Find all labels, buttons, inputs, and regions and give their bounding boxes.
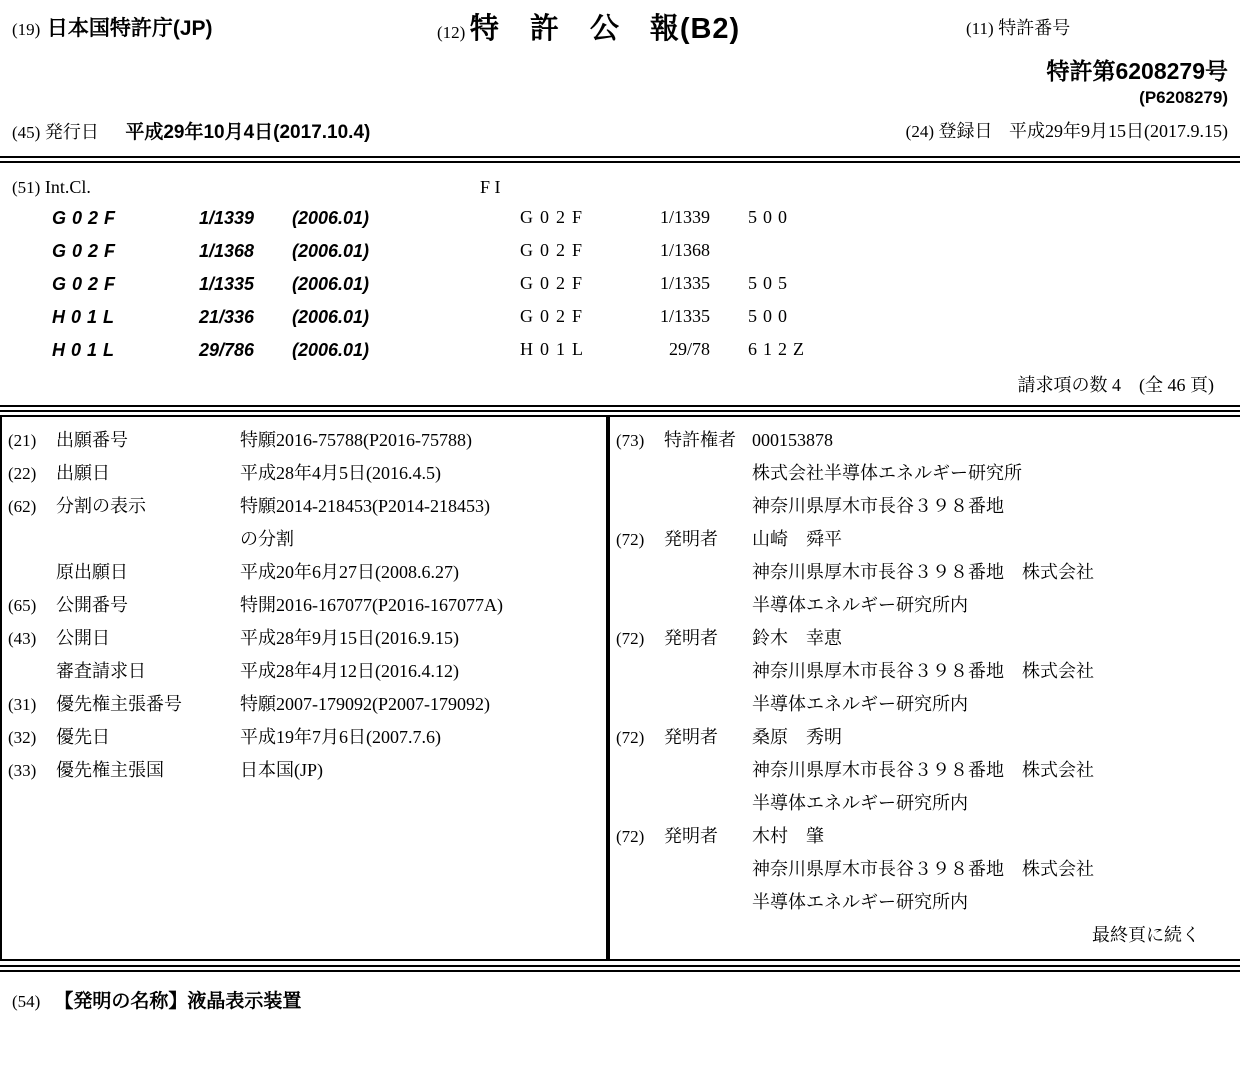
int-cl-version: (2006.01) bbox=[292, 208, 370, 228]
biblio-row-code: (32) bbox=[8, 728, 37, 747]
party-row-code bbox=[616, 688, 664, 721]
party-row bbox=[616, 886, 1234, 919]
header-dates-row bbox=[12, 117, 1228, 156]
fi-row bbox=[520, 333, 1228, 366]
patent-number: 特許第6208279号 bbox=[1046, 58, 1228, 84]
biblio-row-code: (21) bbox=[8, 431, 37, 450]
int-cl-rows bbox=[12, 202, 480, 367]
biblio-row-label bbox=[56, 523, 240, 556]
party-row bbox=[616, 787, 1234, 820]
party-row-code: (73) bbox=[616, 431, 645, 450]
int-cl-subclass: 1/1335 bbox=[198, 274, 254, 294]
biblio-row-label: 原出願日 bbox=[56, 562, 128, 582]
biblio-row bbox=[8, 721, 600, 754]
biblio-row-value: 平成28年4月12日(2016.4.12) bbox=[240, 661, 459, 681]
biblio-row-label: 分割の表示 bbox=[56, 496, 146, 516]
party-row-code bbox=[616, 589, 664, 622]
biblio-row-code bbox=[8, 556, 56, 589]
party-row bbox=[616, 622, 1234, 655]
party-row-code bbox=[616, 886, 664, 919]
party-row-code bbox=[616, 556, 664, 589]
biblio-left-box bbox=[0, 415, 608, 961]
party-row-code bbox=[616, 457, 664, 490]
party-row-code: (72) bbox=[616, 629, 645, 648]
party-row-value: 桑原 秀明 bbox=[752, 727, 842, 747]
party-row-value: 神奈川県厚木市長谷３９８番地 bbox=[752, 496, 1004, 516]
issue-date-block bbox=[12, 117, 370, 144]
int-cl-heading bbox=[12, 173, 480, 202]
issue-date-label: 発行日 bbox=[44, 122, 99, 142]
party-row-value: 半導体エネルギー研究所内 bbox=[752, 694, 968, 714]
biblio-row-code: (31) bbox=[8, 695, 37, 714]
biblio-row-label: 審査請求日 bbox=[56, 661, 146, 681]
int-cl-subclass: 21/336 bbox=[198, 307, 254, 327]
party-row-code: (72) bbox=[616, 827, 645, 846]
publication-kind bbox=[437, 6, 966, 47]
biblio-row-value: 平成19年7月6日(2007.7.6) bbox=[240, 727, 441, 747]
invention-title-code: (54) bbox=[12, 992, 41, 1011]
party-row-label bbox=[664, 457, 752, 490]
biblio-row-value: の分割 bbox=[240, 529, 294, 549]
biblio-row-code bbox=[8, 523, 56, 556]
party-row-code: (72) bbox=[616, 530, 645, 549]
fi-extra-code: 500 bbox=[748, 207, 793, 227]
biblio-row-value: 特願2007-179092(P2007-179092) bbox=[240, 694, 490, 714]
party-row bbox=[616, 853, 1234, 886]
party-row bbox=[616, 820, 1234, 853]
int-cl-class: H01L bbox=[52, 307, 121, 327]
invention-title-row bbox=[0, 972, 1240, 1013]
biblio-row-label: 出願番号 bbox=[56, 430, 128, 450]
claims-count-note: 請求項の数 4 (全 46 頁) bbox=[1017, 375, 1214, 395]
biblio-row bbox=[8, 589, 600, 622]
fi-row bbox=[520, 201, 1228, 234]
kind-title: 特 許 公 報(B2) bbox=[469, 13, 741, 45]
jpo-code: (19) bbox=[12, 20, 41, 39]
continuation-note: 最終頁に続く bbox=[1092, 925, 1200, 945]
int-cl-code: (51) bbox=[12, 178, 41, 197]
party-row-value: 神奈川県厚木市長谷３９８番地 株式会社 bbox=[752, 859, 1094, 879]
party-row-label: 発明者 bbox=[664, 529, 718, 549]
party-row-value: 神奈川県厚木市長谷３９８番地 株式会社 bbox=[752, 562, 1094, 582]
party-row-code bbox=[616, 853, 664, 886]
party-row-label bbox=[664, 853, 752, 886]
right-box-rows bbox=[616, 424, 1234, 919]
party-row-label bbox=[664, 556, 752, 589]
fi-subclass: 1/1335 bbox=[659, 273, 710, 293]
biblio-row-value: 特開2016-167077(P2016-167077A) bbox=[240, 595, 503, 615]
fi-subclass: 1/1335 bbox=[659, 306, 710, 326]
fi-class: G02F bbox=[520, 207, 590, 227]
patent-number-paren: (P6208279) bbox=[1139, 88, 1228, 107]
party-row-label bbox=[664, 886, 752, 919]
party-row-value: 半導体エネルギー研究所内 bbox=[752, 892, 968, 912]
fi-class: G02F bbox=[520, 273, 590, 293]
fi-class: G02F bbox=[520, 240, 590, 260]
issue-date-code: (45) bbox=[12, 123, 41, 142]
fi-row bbox=[520, 267, 1228, 300]
biblio-row-label: 優先権主張国 bbox=[56, 760, 164, 780]
party-row-label: 発明者 bbox=[664, 826, 718, 846]
fi-extra-code: 505 bbox=[748, 273, 793, 293]
party-row bbox=[616, 523, 1234, 556]
biblio-row-value: 特願2014-218453(P2014-218453) bbox=[240, 496, 490, 516]
party-row-value: 000153878 bbox=[752, 430, 833, 450]
biblio-row bbox=[8, 523, 600, 556]
party-row-code bbox=[616, 787, 664, 820]
party-row-label bbox=[664, 754, 752, 787]
biblio-row bbox=[8, 655, 600, 688]
header-row-top bbox=[12, 6, 1228, 47]
biblio-row-label: 出願日 bbox=[56, 463, 110, 483]
party-row-label bbox=[664, 589, 752, 622]
biblio-bottom-rule bbox=[0, 965, 1240, 972]
int-cl-subclass: 29/786 bbox=[198, 340, 254, 360]
invention-title-text: 液晶表示装置 bbox=[187, 991, 302, 1012]
int-cl-row bbox=[52, 202, 480, 235]
biblio-row-value: 日本国(JP) bbox=[240, 760, 324, 780]
biblio-row bbox=[8, 424, 600, 457]
patent-number-label: 特許番号 bbox=[998, 18, 1071, 38]
int-cl-version: (2006.01) bbox=[292, 241, 370, 261]
party-row bbox=[616, 556, 1234, 589]
fi-class: H01L bbox=[520, 339, 590, 359]
party-row-code bbox=[616, 754, 664, 787]
int-cl-row bbox=[52, 301, 480, 334]
int-cl-version: (2006.01) bbox=[292, 274, 370, 294]
party-row-label: 発明者 bbox=[664, 628, 718, 648]
party-row-label bbox=[664, 787, 752, 820]
int-cl-subclass: 1/1339 bbox=[198, 208, 254, 228]
party-row bbox=[616, 490, 1234, 523]
biblio-row-value: 平成28年4月5日(2016.4.5) bbox=[240, 463, 441, 483]
int-cl-class: H01L bbox=[52, 340, 121, 360]
biblio-row-value: 平成28年9月15日(2016.9.15) bbox=[240, 628, 459, 648]
biblio-row-code: (22) bbox=[8, 464, 37, 483]
biblio-top-rule bbox=[0, 405, 1240, 412]
biblio-row bbox=[8, 754, 600, 787]
int-cl-version: (2006.01) bbox=[292, 340, 370, 360]
jpo-office bbox=[12, 6, 437, 42]
int-cl-class: G02F bbox=[52, 241, 122, 261]
biblio-row bbox=[8, 688, 600, 721]
issue-date-value: 平成29年10月4日(2017.10.4) bbox=[125, 122, 371, 143]
party-row-label bbox=[664, 655, 752, 688]
party-row bbox=[616, 655, 1234, 688]
kind-code: (12) bbox=[437, 23, 466, 42]
fi-column bbox=[480, 173, 1228, 367]
biblio-row bbox=[8, 490, 600, 523]
fi-extra-code: 612Z bbox=[748, 339, 810, 359]
party-row-label: 発明者 bbox=[664, 727, 718, 747]
party-row-label bbox=[664, 688, 752, 721]
int-cl-subclass: 1/1368 bbox=[198, 241, 254, 261]
classification-section bbox=[0, 163, 1240, 405]
biblio-row bbox=[8, 457, 600, 490]
fi-subclass: 1/1339 bbox=[659, 207, 710, 227]
patent-number-code: (11) bbox=[966, 19, 994, 38]
party-row bbox=[616, 688, 1234, 721]
party-row-value: 株式会社半導体エネルギー研究所 bbox=[752, 463, 1022, 483]
int-cl-row bbox=[52, 334, 480, 367]
party-row bbox=[616, 589, 1234, 622]
header-divider-rule bbox=[0, 156, 1240, 163]
int-cl-row bbox=[52, 235, 480, 268]
party-row-code bbox=[616, 655, 664, 688]
party-row-label bbox=[664, 490, 752, 523]
party-row-code: (72) bbox=[616, 728, 645, 747]
party-row bbox=[616, 721, 1234, 754]
party-row-value: 山崎 舜平 bbox=[752, 529, 842, 549]
party-row bbox=[616, 457, 1234, 490]
fi-subclass: 1/1368 bbox=[659, 240, 710, 260]
party-row-code bbox=[616, 490, 664, 523]
patent-number-heading bbox=[966, 6, 1228, 40]
classification-columns bbox=[12, 173, 1228, 367]
biblio-row-label: 公開番号 bbox=[56, 595, 128, 615]
biblio-row-value: 特願2016-75788(P2016-75788) bbox=[240, 430, 472, 450]
party-row-value: 半導体エネルギー研究所内 bbox=[752, 793, 968, 813]
biblio-row bbox=[8, 556, 600, 589]
registration-date-value: 平成29年9月15日(2017.9.15) bbox=[1009, 121, 1228, 141]
fi-row bbox=[520, 300, 1228, 333]
int-cl-row bbox=[52, 268, 480, 301]
fi-rows bbox=[480, 201, 1228, 366]
int-cl-class: G02F bbox=[52, 208, 122, 228]
biblio-right-box bbox=[608, 415, 1240, 961]
fi-subclass: 29/78 bbox=[668, 339, 710, 359]
biblio-row-code: (62) bbox=[8, 497, 37, 516]
int-cl-class: G02F bbox=[52, 274, 122, 294]
fi-row bbox=[520, 234, 1228, 267]
registration-date-block bbox=[906, 117, 1228, 144]
party-row-label: 特許権者 bbox=[664, 430, 736, 450]
biblio-row-code: (43) bbox=[8, 629, 37, 648]
fi-heading: F I bbox=[480, 177, 501, 197]
biblio-row-code: (33) bbox=[8, 761, 37, 780]
int-cl-label: Int.Cl. bbox=[44, 177, 91, 197]
int-cl-column bbox=[12, 173, 480, 367]
biblio-row bbox=[8, 622, 600, 655]
biblio-row-code bbox=[8, 655, 56, 688]
party-row-value: 神奈川県厚木市長谷３９８番地 株式会社 bbox=[752, 661, 1094, 681]
fi-class: G02F bbox=[520, 306, 590, 326]
biblio-row-label: 公開日 bbox=[56, 628, 110, 648]
jpo-name: 日本国特許庁(JP) bbox=[46, 17, 213, 40]
biblio-row-label: 優先日 bbox=[56, 727, 110, 747]
registration-date-label: 登録日 bbox=[938, 121, 993, 141]
fi-extra-code: 500 bbox=[748, 306, 793, 326]
party-row bbox=[616, 424, 1234, 457]
party-row-value: 木村 肇 bbox=[752, 826, 824, 846]
party-row-value: 鈴木 幸恵 bbox=[752, 628, 842, 648]
biblio-row-value: 平成20年6月27日(2008.6.27) bbox=[240, 562, 459, 582]
registration-date-code: (24) bbox=[905, 122, 934, 141]
party-row-value: 神奈川県厚木市長谷３９８番地 株式会社 bbox=[752, 760, 1094, 780]
biblio-row-label: 優先権主張番号 bbox=[56, 694, 182, 714]
party-row-value: 半導体エネルギー研究所内 bbox=[752, 595, 968, 615]
party-row bbox=[616, 754, 1234, 787]
biblio-row-code: (65) bbox=[8, 596, 37, 615]
int-cl-version: (2006.01) bbox=[292, 307, 370, 327]
biblio-section bbox=[0, 415, 1240, 961]
invention-title-label: 【発明の名称】 bbox=[54, 991, 188, 1012]
header bbox=[0, 0, 1240, 156]
